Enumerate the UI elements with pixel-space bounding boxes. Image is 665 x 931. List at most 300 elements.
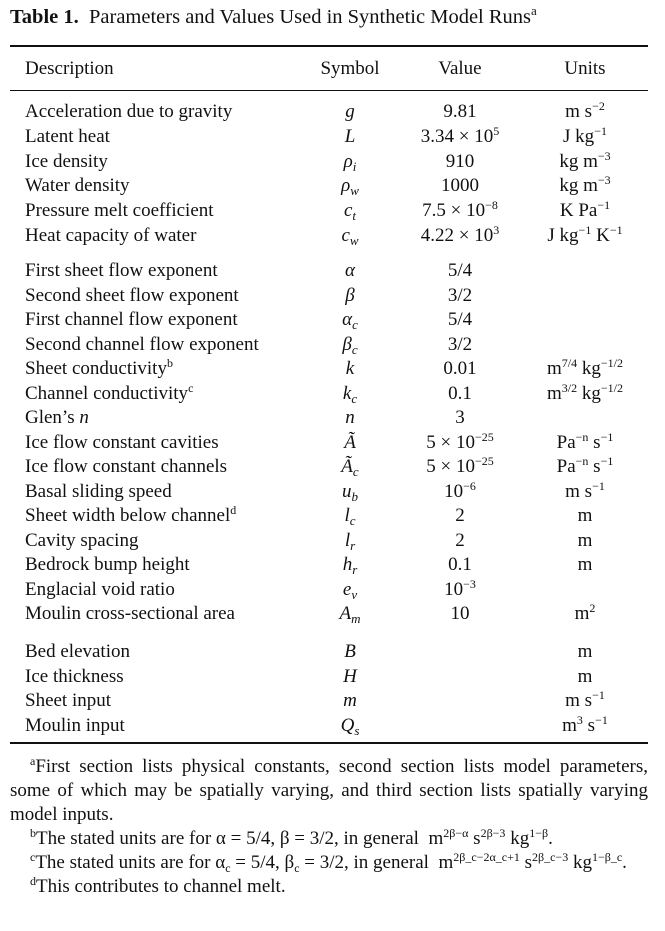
footnote-text: This contributes to channel melt. — [36, 876, 286, 897]
unit-text-2: kg — [577, 358, 601, 379]
unit-text: Pa — [556, 456, 576, 477]
description-text: Second channel flow exponent — [25, 333, 259, 355]
unit-exponent: 1−β_c — [591, 850, 623, 864]
symbol-text: m — [343, 690, 357, 711]
unit-exponent: 3 — [576, 712, 583, 727]
row-symbol — [300, 553, 400, 577]
value-text: 3 — [455, 407, 465, 428]
symbol-text: α — [345, 260, 355, 281]
unit-text-2: s — [588, 456, 601, 477]
unit-m: m — [428, 828, 444, 849]
row-units — [525, 665, 645, 689]
footnote-marker: b — [166, 356, 173, 370]
unit-exponent-2: −1/2 — [600, 380, 623, 395]
row-symbol — [300, 431, 400, 455]
row-units — [525, 382, 645, 406]
row-symbol — [300, 714, 400, 738]
table-row — [0, 431, 665, 455]
footnote-end: . — [548, 828, 553, 849]
bottom-rule — [10, 742, 648, 744]
symbol-text: g — [345, 101, 355, 122]
row-description — [25, 689, 111, 713]
value-text: 2 — [455, 505, 465, 526]
table-row — [0, 125, 665, 149]
symbol-subscript: r — [350, 537, 356, 553]
unit-exponent: −n — [575, 429, 589, 444]
row-description — [25, 284, 239, 308]
row-symbol — [300, 333, 400, 357]
unit-exponent: −1 — [592, 478, 605, 493]
description-text: Pressure melt coefficient — [25, 200, 214, 222]
symbol-subscript: c — [349, 513, 356, 528]
symbol-text: α — [342, 309, 353, 330]
unit-exponent-2: −1/2 — [600, 356, 623, 370]
value-exponent: −6 — [463, 478, 476, 493]
unit-exponent: −2 — [592, 99, 605, 113]
symbol-text: B — [344, 641, 356, 662]
table-row — [0, 602, 665, 626]
row-symbol — [300, 259, 400, 283]
row-units — [525, 480, 645, 504]
header-units: Units — [564, 58, 606, 79]
description-text: Ice thickness — [25, 665, 124, 687]
symbol-text: Ã — [344, 431, 356, 453]
description-text: Ice flow constant cavities — [25, 431, 219, 453]
unit-text-2: s — [588, 431, 601, 453]
unit-text: m s — [565, 480, 593, 502]
row-units — [525, 199, 645, 223]
row-symbol — [300, 199, 400, 223]
footnote-end: . — [622, 852, 627, 873]
description-text: First channel flow exponent — [25, 309, 238, 330]
unit-exponent: 2 — [589, 601, 596, 615]
unit-exponent: 2β_c−2α_c+1 — [453, 850, 520, 864]
description-text: Bed elevation — [25, 641, 130, 662]
footnote-text: = 5/4, β — [230, 852, 295, 873]
unit-text: m — [547, 358, 562, 379]
value-text: 3/2 — [447, 284, 473, 306]
table-row — [0, 529, 665, 553]
table-row — [0, 455, 665, 479]
unit-text: m — [577, 529, 593, 551]
row-value — [400, 455, 520, 479]
table-row — [0, 174, 665, 198]
row-symbol — [300, 125, 400, 149]
footnote-d — [10, 875, 648, 899]
unit-exponent: 2β−α — [443, 826, 469, 840]
row-description — [25, 259, 218, 283]
row-description — [25, 125, 110, 149]
row-value — [400, 308, 520, 332]
unit-text: m — [577, 505, 593, 526]
unit-text: m s — [565, 690, 593, 711]
row-value — [400, 504, 520, 528]
unit-kg: kg — [568, 852, 592, 873]
value-text: 0.1 — [448, 554, 472, 575]
symbol-text: l — [344, 529, 351, 551]
footnote-marker: d — [230, 503, 237, 517]
subscript: c — [225, 861, 231, 875]
symbol-text: u — [342, 480, 352, 502]
footnote-marker: c — [188, 380, 194, 395]
row-units — [525, 357, 645, 381]
description-text: Cavity spacing — [25, 529, 139, 551]
symbol-text: c — [341, 225, 350, 246]
value-text: 9.81 — [443, 101, 477, 122]
symbol-text: H — [343, 665, 357, 687]
table-row — [0, 480, 665, 504]
symbol-subscript: m — [351, 611, 361, 626]
row-symbol — [300, 665, 400, 689]
row-description — [25, 431, 219, 455]
unit-m: m — [438, 852, 454, 873]
value-text: 5/4 — [447, 309, 473, 330]
unit-s: s — [524, 852, 532, 873]
unit-text: m s — [565, 101, 593, 122]
row-symbol — [300, 602, 400, 626]
row-symbol — [300, 455, 400, 479]
row-value — [400, 100, 520, 124]
unit-text-2: kg — [577, 382, 601, 404]
header-row — [0, 57, 665, 81]
footnote-a — [10, 755, 648, 827]
unit-exponent: 3/2 — [561, 380, 578, 395]
row-units — [525, 431, 645, 455]
table-title: Parameters and Values Used in Synthetic Model Runs — [89, 6, 532, 28]
description-text: Ice density — [25, 150, 108, 172]
symbol-text: k — [345, 358, 355, 379]
row-units — [525, 529, 645, 553]
row-symbol — [300, 504, 400, 528]
description-text: Sheet width below channel — [25, 505, 231, 526]
symbol-text: c — [343, 200, 353, 222]
description-text: Sheet input — [25, 690, 112, 711]
row-description — [25, 150, 108, 174]
row-units — [525, 504, 645, 528]
row-value — [400, 529, 520, 553]
symbol-text: Q — [340, 714, 355, 736]
row-description — [25, 578, 175, 602]
symbol-subscript: r — [352, 562, 358, 577]
unit-text: J kg — [547, 225, 579, 246]
row-description — [25, 455, 227, 479]
unit-kg: kg — [505, 828, 530, 849]
symbol-text: h — [342, 554, 353, 575]
row-description — [25, 406, 89, 430]
row-description — [25, 665, 124, 689]
row-description — [25, 100, 232, 124]
row-units — [525, 224, 645, 248]
row-symbol — [300, 224, 400, 248]
row-units — [525, 455, 645, 479]
description-text: Water density — [25, 175, 130, 197]
footnote-b — [10, 827, 648, 851]
table-row — [0, 640, 665, 664]
symbol-subscript: w — [349, 233, 359, 248]
footnotes — [10, 755, 648, 899]
value-text: 10 — [450, 603, 470, 624]
row-value — [400, 174, 520, 198]
row-description — [25, 640, 130, 664]
table-row — [0, 100, 665, 124]
unit-text-2: K — [591, 225, 610, 246]
row-value — [400, 578, 520, 602]
row-units — [525, 714, 645, 738]
row-symbol — [300, 174, 400, 198]
table-row — [0, 689, 665, 713]
row-units — [525, 125, 645, 149]
table-row — [0, 382, 665, 406]
unit-exponent: 7/4 — [561, 356, 578, 370]
symbol-subscript: c — [352, 317, 358, 332]
row-value — [400, 431, 520, 455]
unit-exponent-2: −1 — [600, 429, 614, 444]
unit-exponent: −n — [575, 454, 589, 468]
description-text: Glen’s — [25, 407, 80, 428]
footnote-text: The stated units are for α = 5/4, β = 3/2, in general — [36, 828, 424, 849]
symbol-text: n — [345, 407, 355, 428]
footnote-text: First section lists physical constants, second section lists model parameters, some of which may be spatially varying, and third section lists spatially varying model inputs. — [10, 756, 648, 825]
table-caption — [10, 4, 660, 30]
table-row — [0, 357, 665, 381]
symbol-subscript: t — [352, 208, 357, 224]
value-text: 0.01 — [443, 358, 477, 379]
value-text: 1000 — [441, 175, 479, 197]
row-value — [400, 357, 520, 381]
description-text: Acceleration due to gravity — [25, 101, 233, 122]
row-description — [25, 199, 214, 223]
row-units — [525, 689, 645, 713]
description-text: First sheet flow exponent — [25, 260, 218, 281]
description-text: Sheet conductivity — [25, 358, 167, 379]
symbol-subscript: s — [354, 722, 360, 738]
table-label: Table 1. — [10, 6, 79, 28]
footnote-c — [10, 851, 648, 875]
table-row — [0, 150, 665, 174]
table-row — [0, 553, 665, 577]
row-description — [25, 333, 259, 357]
row-symbol — [300, 357, 400, 381]
symbol-text: ρ — [343, 150, 353, 172]
unit-text: m — [577, 665, 593, 687]
unit-exponent: −3 — [597, 148, 611, 163]
symbol-subscript: c — [351, 341, 358, 357]
symbol-text: β — [342, 333, 352, 355]
row-value — [400, 553, 520, 577]
unit-exponent-2: −1 — [609, 223, 623, 237]
table-row — [0, 406, 665, 430]
unit-text-2: s — [582, 714, 596, 736]
symbol-text: e — [342, 578, 352, 600]
row-units — [525, 174, 645, 198]
row-description — [25, 553, 190, 577]
table-row — [0, 578, 665, 602]
unit-exponent: −1 — [594, 123, 607, 138]
unit-exponent: 2β−3 — [480, 826, 506, 840]
description-text: Latent heat — [25, 125, 110, 147]
row-symbol — [300, 100, 400, 124]
description-text: Channel conductivity — [25, 382, 189, 404]
description-text: Ice flow constant channels — [25, 456, 228, 477]
row-symbol — [300, 308, 400, 332]
value-exponent: −3 — [463, 576, 476, 591]
row-value — [400, 150, 520, 174]
table-row — [0, 224, 665, 248]
row-symbol — [300, 529, 400, 553]
table-row — [0, 284, 665, 308]
value-text: 3.34 × 10 — [420, 125, 494, 147]
unit-text: J kg — [563, 125, 595, 147]
unit-text: kg m — [559, 150, 598, 172]
value-text: 910 — [445, 150, 475, 172]
table-row — [0, 259, 665, 283]
row-symbol — [300, 406, 400, 430]
value-exponent: −25 — [474, 429, 494, 444]
description-text: Second sheet flow exponent — [25, 284, 239, 306]
header-symbol: Symbol — [320, 58, 380, 79]
footnote-marker: b — [30, 826, 36, 840]
header-value: Value — [438, 58, 482, 79]
symbol-subscript: c — [351, 390, 358, 406]
description-text: Moulin cross-sectional area — [25, 603, 235, 624]
value-exponent: 5 — [493, 123, 500, 138]
row-description — [25, 357, 173, 381]
value-text: 10 — [444, 480, 464, 502]
header-rule — [10, 90, 648, 91]
unit-text: m — [574, 603, 590, 624]
row-value — [400, 259, 520, 283]
description-text: Moulin input — [25, 714, 125, 736]
table-row — [0, 504, 665, 528]
row-symbol — [300, 382, 400, 406]
description-text: Basal sliding speed — [25, 480, 172, 502]
symbol-subscript: v — [351, 586, 358, 602]
value-text: 10 — [444, 578, 464, 600]
unit-text: Pa — [556, 431, 576, 453]
subscript: c — [294, 861, 300, 875]
value-exponent: 3 — [493, 223, 500, 237]
unit-text: m — [577, 641, 593, 662]
row-symbol — [300, 284, 400, 308]
symbol-subscript: c — [352, 464, 359, 479]
unit-text: kg m — [559, 175, 598, 197]
row-value — [400, 284, 520, 308]
symbol-subscript: i — [352, 158, 357, 174]
row-description — [25, 382, 193, 406]
unit-exponent-2: −1 — [600, 454, 614, 468]
header-description: Description — [25, 58, 114, 79]
footnote-marker: c — [30, 850, 36, 864]
footnote-text: = 3/2, in general — [299, 852, 434, 873]
row-description — [25, 308, 238, 332]
row-description — [25, 480, 172, 504]
unit-text: m — [562, 714, 577, 736]
row-units — [525, 150, 645, 174]
row-symbol — [300, 689, 400, 713]
row-description — [25, 602, 235, 626]
row-units — [525, 553, 645, 577]
row-value — [400, 406, 520, 430]
row-units — [525, 640, 645, 664]
row-description — [25, 714, 125, 738]
table-row — [0, 665, 665, 689]
row-value — [400, 382, 520, 406]
row-value — [400, 125, 520, 149]
table-row — [0, 308, 665, 332]
row-symbol — [300, 578, 400, 602]
symbol-text: l — [344, 505, 350, 526]
unit-exponent: 1−β — [529, 826, 549, 840]
footnote-marker: d — [30, 874, 36, 888]
row-symbol — [300, 480, 400, 504]
value-text: 2 — [455, 529, 465, 551]
row-description — [25, 224, 196, 248]
unit-exponent: −3 — [597, 173, 611, 188]
symbol-text: ρ — [341, 175, 351, 197]
value-exponent: −8 — [485, 198, 498, 213]
symbol-text: k — [342, 382, 352, 404]
unit-s: s — [468, 828, 481, 849]
unit-exponent-2: −1 — [595, 712, 608, 727]
symbol-text: L — [344, 125, 356, 147]
unit-exponent: 2β_c−3 — [532, 850, 569, 864]
value-text: 5 × 10 — [426, 456, 475, 477]
row-symbol — [300, 640, 400, 664]
table-row — [0, 714, 665, 738]
symbol-subscript: b — [351, 488, 358, 504]
unit-text: K Pa — [559, 200, 598, 222]
symbol-subscript: w — [350, 183, 359, 199]
row-value — [400, 199, 520, 223]
row-units — [525, 602, 645, 626]
value-text: 3/2 — [447, 333, 473, 355]
row-value — [400, 333, 520, 357]
value-text: 7.5 × 10 — [422, 200, 486, 222]
top-rule — [10, 45, 648, 47]
unit-exponent: −1 — [578, 223, 592, 237]
table-row — [0, 333, 665, 357]
description-text: Bedrock bump height — [25, 554, 190, 575]
row-units — [525, 100, 645, 124]
value-text: 5/4 — [447, 260, 473, 281]
description-text: Englacial void ratio — [25, 578, 175, 600]
row-description — [25, 504, 236, 528]
unit-exponent: −1 — [592, 688, 605, 702]
value-text: 5 × 10 — [426, 431, 475, 453]
value-text: 4.22 × 10 — [420, 225, 494, 246]
row-symbol — [300, 150, 400, 174]
footnote-marker: a — [30, 754, 36, 768]
value-exponent: −25 — [474, 454, 494, 468]
symbol-text: Ã — [341, 456, 353, 477]
unit-text: m — [577, 554, 593, 575]
caption-footnote-marker: a — [531, 3, 537, 19]
row-value — [400, 480, 520, 504]
symbol-text: A — [339, 603, 352, 624]
unit-exponent: −1 — [597, 198, 611, 213]
unit-text: m — [547, 382, 562, 404]
row-description — [25, 174, 130, 198]
row-value — [400, 224, 520, 248]
description-italic: n — [79, 407, 89, 428]
table-row — [0, 199, 665, 223]
row-value — [400, 602, 520, 626]
description-text: Heat capacity of water — [25, 225, 197, 246]
symbol-text: β — [345, 284, 355, 306]
value-text: 0.1 — [448, 382, 472, 404]
footnote-text: The stated units are for α — [35, 852, 226, 873]
row-description — [25, 529, 138, 553]
